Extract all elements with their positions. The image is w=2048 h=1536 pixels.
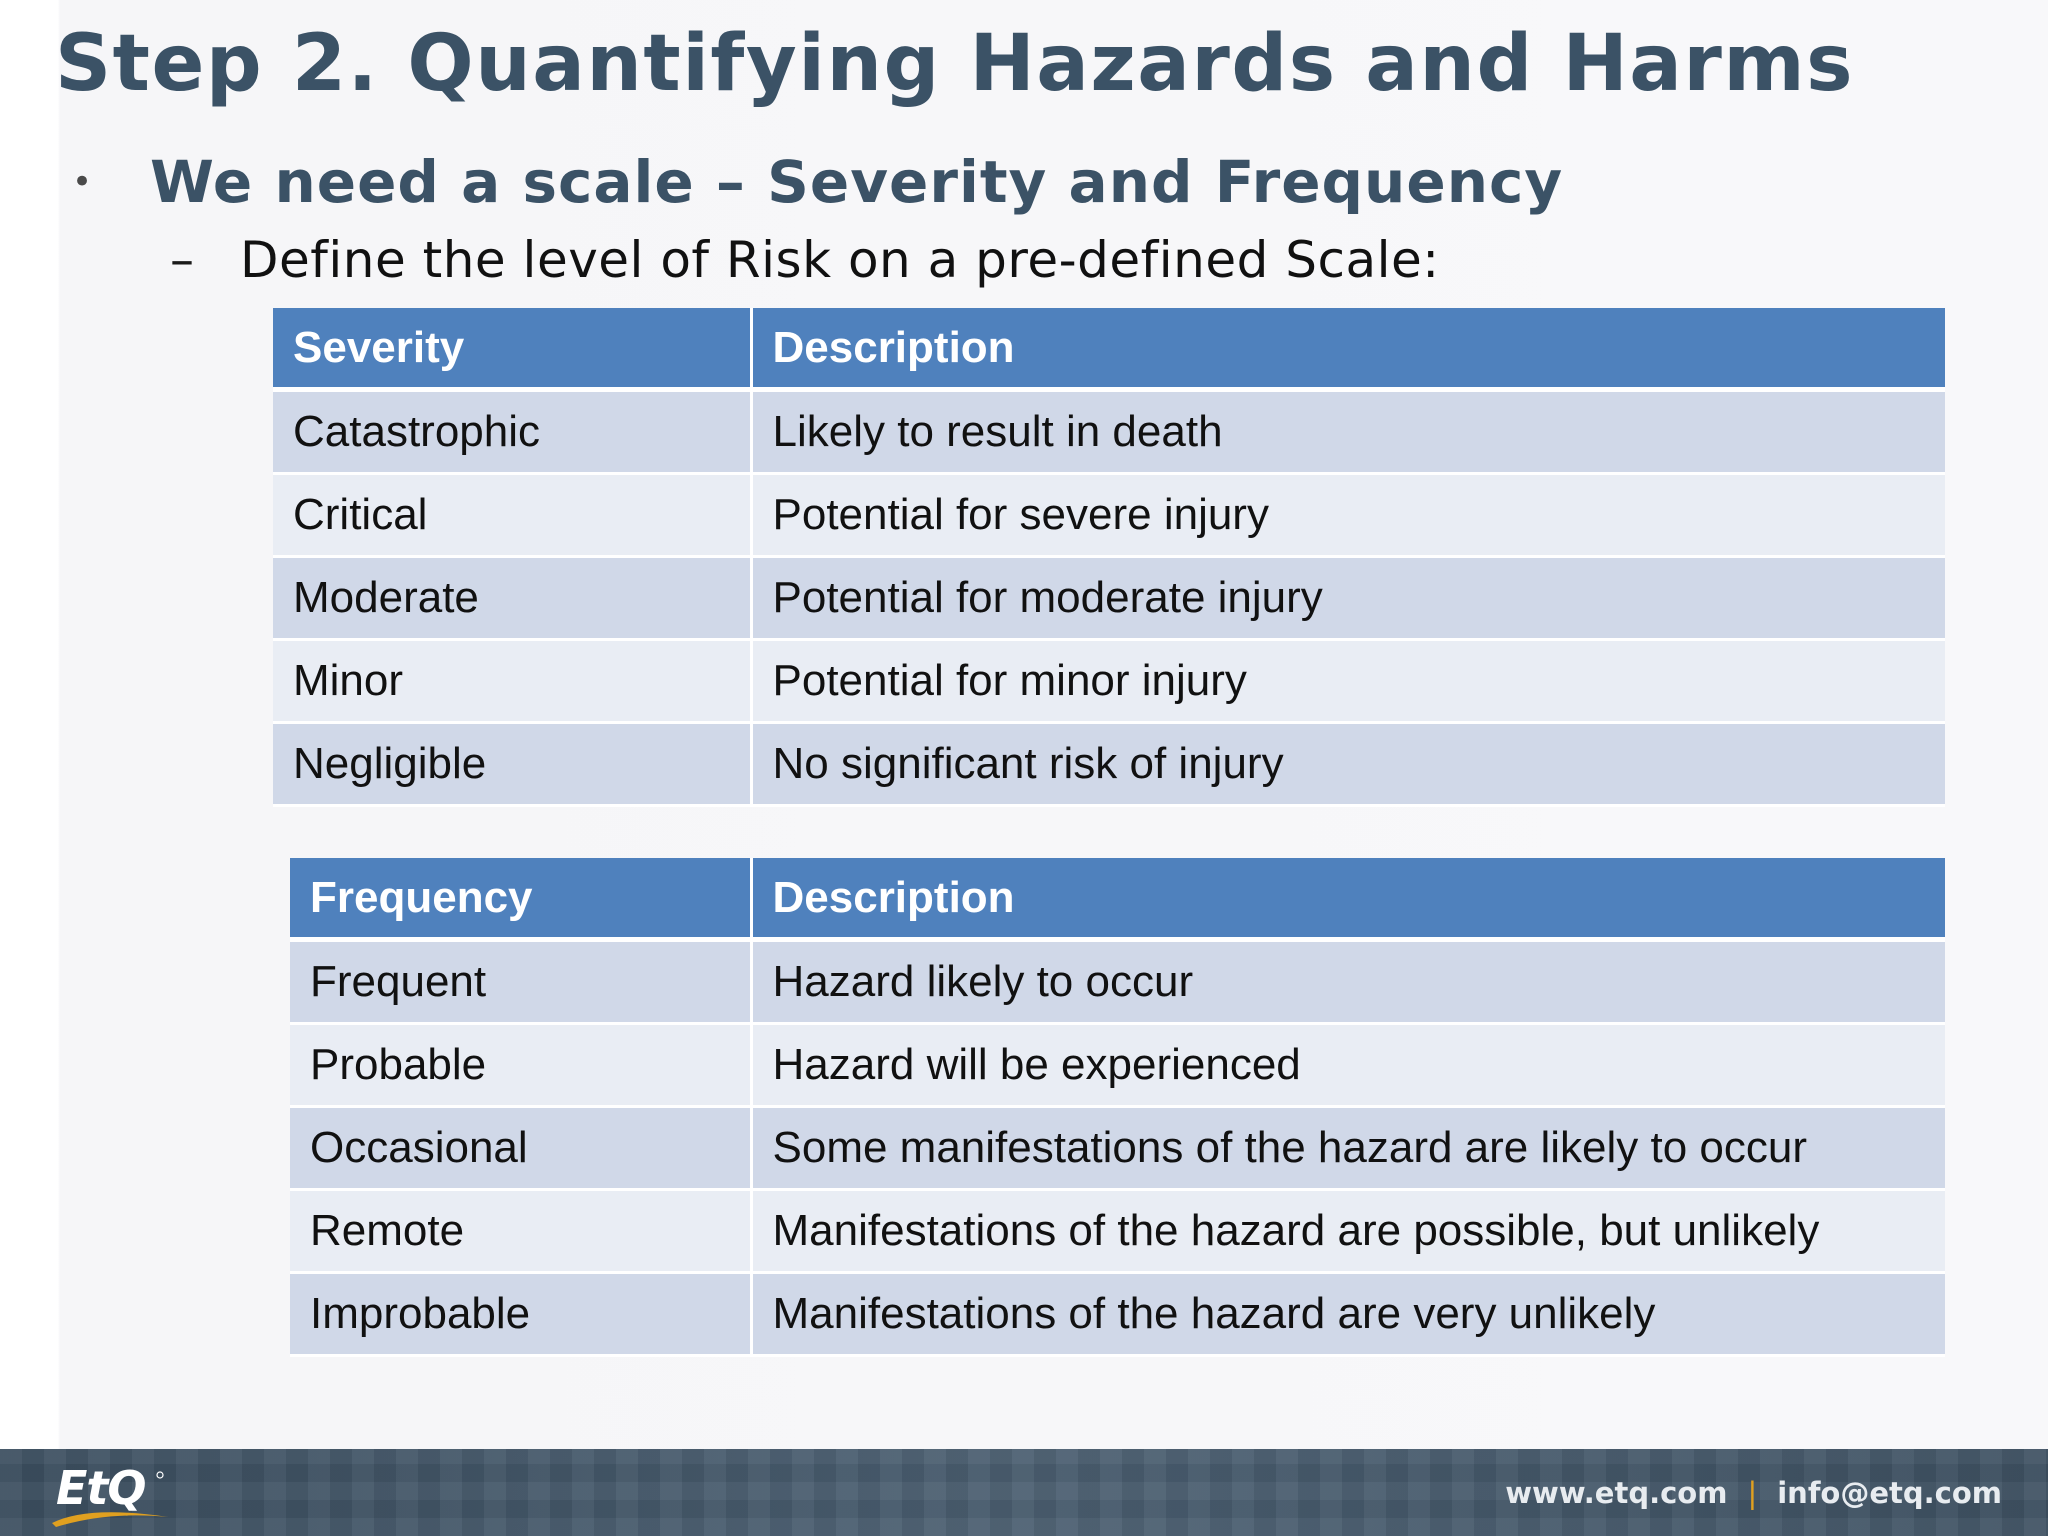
main-bullet [72,146,1563,218]
severity-header-cell: Severity [273,308,751,390]
frequency-table [290,858,1945,1357]
severity-level-cell: Negligible [273,723,751,806]
table-row [290,1273,1945,1356]
severity-description-cell: Potential for moderate injury [751,557,1945,640]
frequency-level-cell: Frequent [290,940,751,1024]
table-row [290,1190,1945,1273]
logo-text: EtQ [56,1461,146,1515]
severity-level-cell: Critical [273,474,751,557]
frequency-level-cell: Occasional [290,1107,751,1190]
etq-logo [48,1461,178,1531]
description-header-cell: Description [751,858,1945,940]
severity-table [273,308,1945,807]
footer-contact [1505,1449,2002,1536]
frequency-level-cell: Remote [290,1190,751,1273]
sub-bullet-text: Define the level of Risk on a pre-defined Scale: [240,231,1440,289]
sub-bullet [170,228,1440,292]
severity-description-cell: No significant risk of injury [751,723,1945,806]
table-row [273,557,1945,640]
severity-level-cell: Minor [273,640,751,723]
severity-description-cell: Potential for minor injury [751,640,1945,723]
website-link[interactable]: www.etq.com [1505,1475,1728,1510]
frequency-description-cell: Some manifestations of the hazard are likely to occur [751,1107,1945,1190]
severity-description-cell: Likely to result in death [751,390,1945,474]
footer-bar [0,1449,2048,1536]
table-row [273,474,1945,557]
frequency-header-cell: Frequency [290,858,751,940]
table-row [273,640,1945,723]
severity-header-row [273,308,1945,390]
frequency-header-row [290,858,1945,940]
frequency-description-cell: Hazard likely to occur [751,940,1945,1024]
table-row [290,1107,1945,1190]
frequency-level-cell: Improbable [290,1273,751,1356]
email-link[interactable]: info@etq.com [1777,1475,2002,1510]
description-header-cell: Description [751,308,1945,390]
frequency-description-cell: Manifestations of the hazard are possible, but unlikely [751,1190,1945,1273]
slide-title: Step 2. Quantifying Hazards and Harms [55,19,1855,109]
table-row [290,940,1945,1024]
severity-level-cell: Catastrophic [273,390,751,474]
table-row [273,390,1945,474]
footer-separator: | [1747,1475,1758,1510]
severity-description-cell: Potential for severe injury [751,474,1945,557]
severity-level-cell: Moderate [273,557,751,640]
main-bullet-text: We need a scale – Severity and Frequency [150,148,1564,216]
table-row [290,1024,1945,1107]
frequency-description-cell: Manifestations of the hazard are very unlikely [751,1273,1945,1356]
sub-bullet-marker: – [170,232,194,288]
frequency-level-cell: Probable [290,1024,751,1107]
bullet-marker: • [72,162,93,202]
table-row [273,723,1945,806]
frequency-description-cell: Hazard will be experienced [751,1024,1945,1107]
